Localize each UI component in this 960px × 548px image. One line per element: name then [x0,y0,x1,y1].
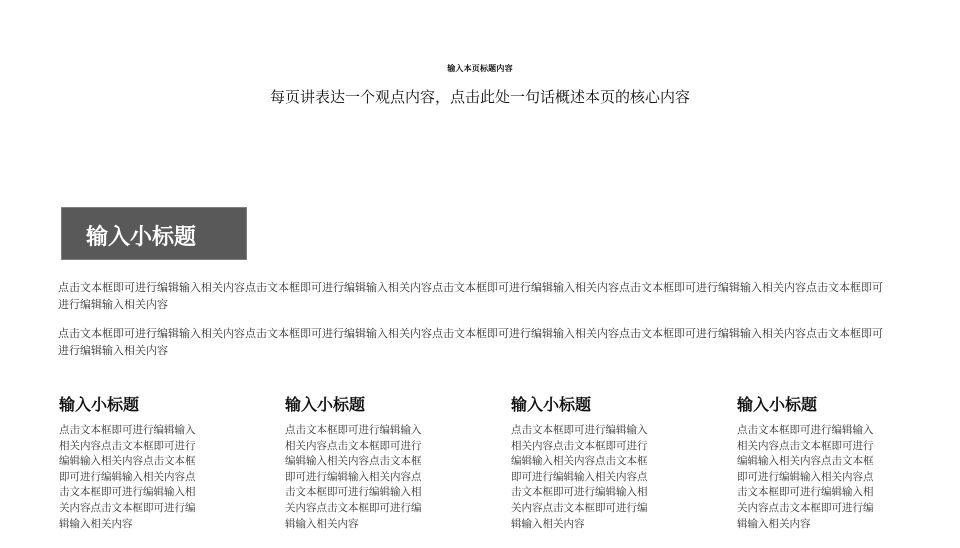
section-title-label: 输入小标题 [86,225,197,250]
column-3-body[interactable]: 点击文本框即可进行编辑输入相关内容点击文本框即可进行编辑输入相关内容点击文本框即可进行编辑输入相关内容点击文本框即可进行编辑输入相关内容点击文本框即可进行编辑输入相关内容 [511,424,648,530]
column-3-title[interactable]: 输入小标题 [511,395,592,414]
page-title[interactable]: 输入本页标题内容 [447,64,513,73]
body-paragraph-1[interactable]: 点击文本框即可进行编辑输入相关内容点击文本框即可进行编辑输入相关内容点击文本框即可进行编辑输入相关内容点击文本框即可进行编辑输入相关内容点击文本框即可进行编辑输入相关内容 [58,281,883,311]
column-2-title[interactable]: 输入小标题 [285,395,366,414]
column-2-body[interactable]: 点击文本框即可进行编辑输入相关内容点击文本框即可进行编辑输入相关内容点击文本框即可进行编辑输入相关内容点击文本框即可进行编辑输入相关内容点击文本框即可进行编辑输入相关内容 [285,424,422,530]
column-1-body[interactable]: 点击文本框即可进行编辑输入相关内容点击文本框即可进行编辑输入相关内容点击文本框即可进行编辑输入相关内容点击文本框即可进行编辑输入相关内容点击文本框即可进行编辑输入相关内容 [59,424,196,530]
column-1-title[interactable]: 输入小标题 [59,395,140,414]
column-4 [737,394,885,532]
column-1 [59,394,207,532]
column-2 [285,394,433,532]
column-3 [511,394,659,532]
column-4-body[interactable]: 点击文本框即可进行编辑输入相关内容点击文本框即可进行编辑输入相关内容点击文本框即可进行编辑输入相关内容点击文本框即可进行编辑输入相关内容点击文本框即可进行编辑输入相关内容 [737,424,874,530]
column-4-title[interactable]: 输入小标题 [737,395,818,414]
section-title-box[interactable] [61,207,247,260]
body-paragraph-2[interactable]: 点击文本框即可进行编辑输入相关内容点击文本框即可进行编辑输入相关内容点击文本框即可进行编辑输入相关内容点击文本框即可进行编辑输入相关内容点击文本框即可进行编辑输入相关内容 [58,327,883,357]
page-subtitle[interactable]: 每页讲表达一个观点内容，点击此处一句话概述本页的核心内容 [269,88,690,106]
